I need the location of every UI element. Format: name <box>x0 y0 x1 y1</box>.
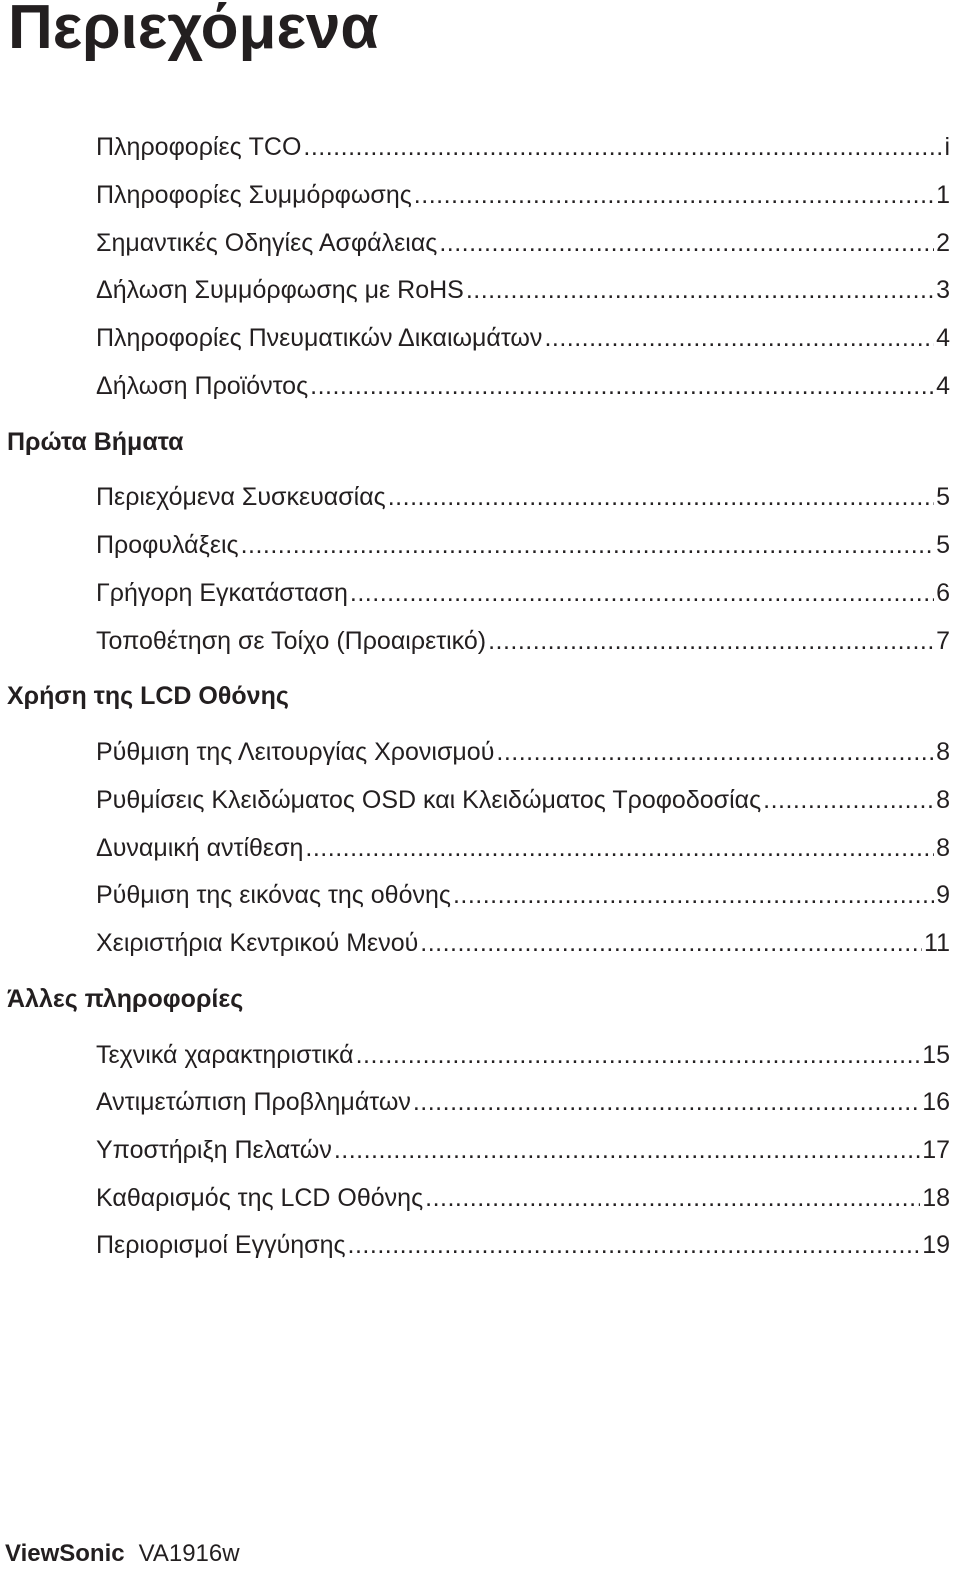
toc-entry[interactable] <box>0 1222 960 1270</box>
toc-entry[interactable] <box>0 1127 960 1175</box>
toc-entry-page: 16 <box>922 1088 950 1117</box>
toc-leader-dots <box>413 1088 920 1117</box>
toc-entry-page: 8 <box>936 738 950 767</box>
toc-entry-label: Πληροφορίες Πνευματικών Δικαιωμάτων <box>96 324 543 353</box>
toc-entry-label: Περιορισμοί Εγγύησης <box>96 1231 346 1260</box>
toc-entry-label: Περιεχόμενα Συσκευασίας <box>96 483 386 512</box>
toc-entry-label: Δήλωση Συμμόρφωσης με RoHS <box>96 276 464 305</box>
toc-leader-dots <box>488 627 934 656</box>
table-of-contents <box>0 124 960 1270</box>
toc-leader-dots <box>439 229 934 258</box>
toc-entry-page: 9 <box>936 881 950 910</box>
toc-entry-page: 8 <box>936 785 950 814</box>
toc-leader-dots <box>310 372 934 401</box>
toc-entry-label: Πληροφορίες Συμμόρφωσης <box>96 181 412 210</box>
toc-leader-dots <box>334 1136 920 1165</box>
toc-entry[interactable] <box>0 474 960 522</box>
toc-entry[interactable] <box>0 617 960 665</box>
toc-entry-label: Χειριστήρια Κεντρικού Μενού <box>96 928 419 957</box>
toc-entry-label: Ρύθμιση της Λειτουργίας Χρονισμού <box>96 738 495 767</box>
toc-entry-label: Καθαρισμός της LCD Οθόνης <box>96 1183 424 1212</box>
toc-leader-dots <box>350 579 934 608</box>
toc-entry-page: 7 <box>936 626 950 655</box>
toc-leader-dots <box>348 1231 921 1260</box>
toc-entry-label: Δυναμική αντίθεση <box>96 833 304 862</box>
toc-entry-page: 6 <box>936 578 950 607</box>
section-heading[interactable]: Πρώτα Βήματα <box>7 427 184 456</box>
toc-entry[interactable] <box>0 824 960 872</box>
toc-entry-page: 3 <box>936 276 950 305</box>
toc-entry[interactable] <box>0 267 960 315</box>
toc-leader-dots <box>303 133 942 162</box>
toc-entry-page: 19 <box>922 1231 950 1260</box>
toc-entry[interactable] <box>0 172 960 220</box>
toc-entry-page: 2 <box>936 228 950 257</box>
toc-entry[interactable] <box>0 729 960 777</box>
toc-leader-dots <box>356 1041 921 1070</box>
toc-entry-label: Ρύθμιση της εικόνας της οθόνης <box>96 881 451 910</box>
toc-entry[interactable] <box>0 1174 960 1222</box>
model-name: VA1916w <box>138 1540 240 1567</box>
toc-leader-dots <box>453 881 934 910</box>
page-title: Περιεχόμενα <box>8 0 379 62</box>
toc-entry[interactable] <box>0 522 960 570</box>
toc-entry-label: Ρυθμίσεις Κλειδώματος OSD και Κλειδώματος Τροφοδοσίας <box>96 785 762 814</box>
toc-entry-label: Προφυλάξεις <box>96 531 239 560</box>
toc-entry-page: 4 <box>936 324 950 353</box>
toc-leader-dots <box>496 738 934 767</box>
toc-entry-page: 11 <box>924 928 950 957</box>
toc-entry-label: Σημαντικές Οδηγίες Ασφάλειας <box>96 228 438 257</box>
toc-entry-label: Πληροφορίες TCO <box>96 133 302 162</box>
toc-entry-page: 5 <box>936 483 950 512</box>
toc-leader-dots <box>241 531 935 560</box>
toc-entry[interactable] <box>0 124 960 172</box>
toc-leader-dots <box>305 834 934 863</box>
toc-leader-dots <box>544 324 934 353</box>
toc-entry-label: Υποστήριξη Πελατών <box>96 1136 332 1165</box>
toc-leader-dots <box>420 929 922 958</box>
toc-entry[interactable] <box>0 219 960 267</box>
toc-entry[interactable] <box>0 1031 960 1079</box>
toc-entry[interactable] <box>0 777 960 825</box>
toc-entry-label: Γρήγορη Εγκατάσταση <box>96 578 348 607</box>
toc-entry[interactable] <box>0 315 960 363</box>
toc-leader-dots <box>425 1184 920 1213</box>
toc-entry[interactable] <box>0 920 960 968</box>
toc-entry-label: Αντιμετώπιση Προβλημάτων <box>96 1088 411 1117</box>
brand-name: ViewSonic <box>5 1540 125 1567</box>
toc-entry-page: 8 <box>936 833 950 862</box>
toc-entry[interactable] <box>0 1079 960 1127</box>
toc-leader-dots <box>414 181 934 210</box>
toc-entry[interactable] <box>0 362 960 410</box>
toc-entry-page: 5 <box>936 531 950 560</box>
section-heading[interactable]: Χρήση της LCD Οθόνης <box>7 682 289 711</box>
toc-entry[interactable] <box>0 872 960 920</box>
toc-leader-dots <box>763 786 934 815</box>
toc-entry-label: Τεχνικά χαρακτηριστικά <box>96 1040 354 1069</box>
toc-entry[interactable] <box>0 570 960 618</box>
toc-entry-label: Δήλωση Προϊόντος <box>96 371 309 400</box>
toc-entry-page: 15 <box>922 1040 950 1069</box>
page-footer <box>5 1540 240 1568</box>
section-heading[interactable]: Άλλες πληροφορίες <box>7 984 244 1013</box>
toc-leader-dots <box>466 276 934 305</box>
toc-entry-page: 18 <box>922 1183 950 1212</box>
toc-entry-label: Τοποθέτηση σε Τοίχο (Προαιρετικό) <box>96 626 487 655</box>
toc-entry-page: i <box>944 133 950 162</box>
toc-entry-page: 4 <box>936 371 950 400</box>
toc-leader-dots <box>388 483 934 512</box>
toc-entry-page: 17 <box>922 1136 950 1165</box>
toc-entry-page: 1 <box>936 181 950 210</box>
